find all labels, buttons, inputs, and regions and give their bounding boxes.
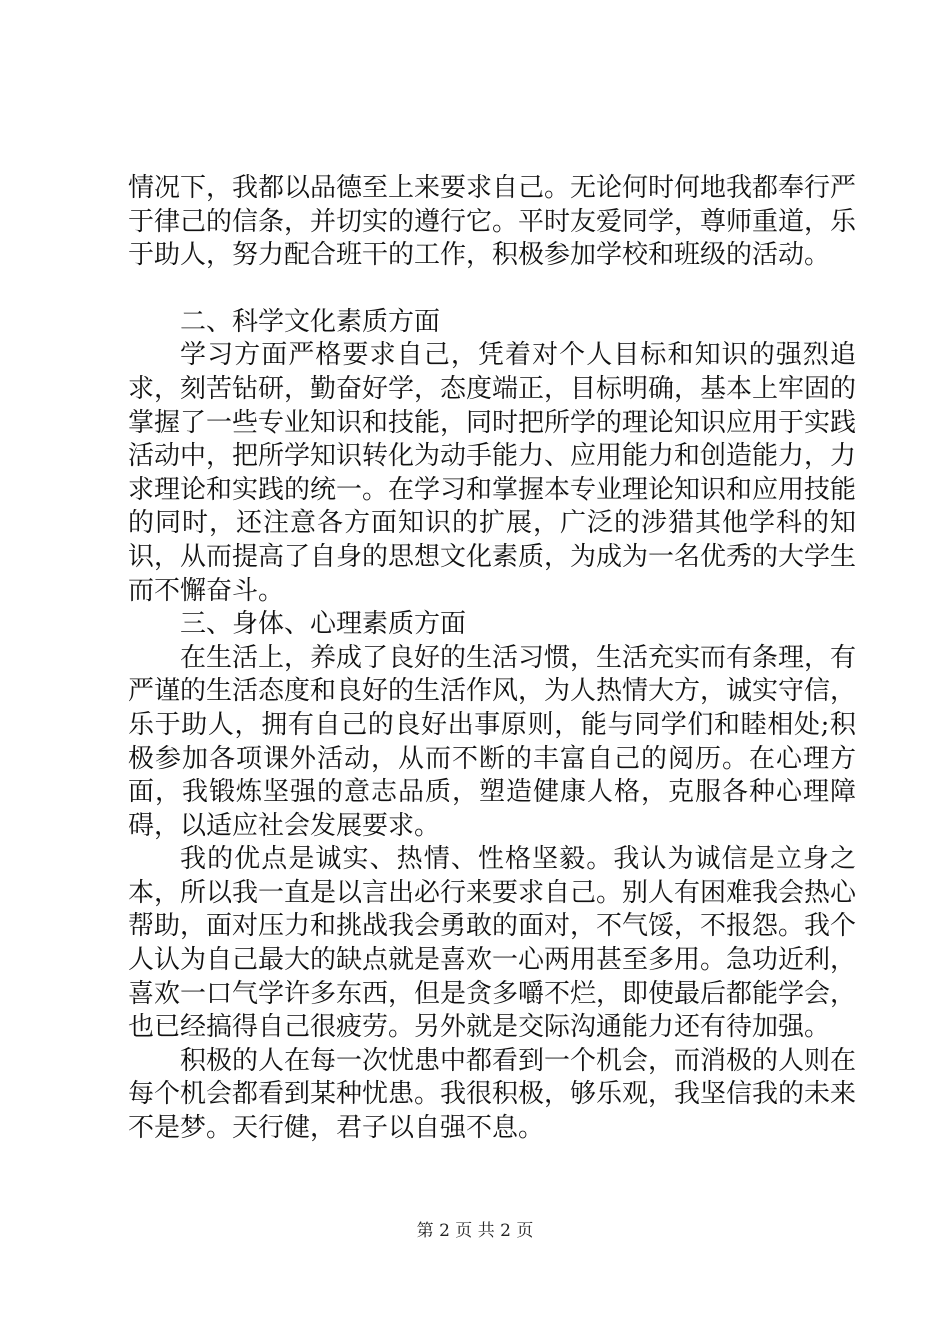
section-heading-science-culture: 二、科学文化素质方面 [180, 306, 441, 337]
document-body [128, 172, 856, 1146]
paragraph-continuation: 情况下，我都以品德至上来要求自己。无论何时何地我都奉行严于律己的信条，并切实的遵行它。平时友爱同学，尊师重道，乐于助人，努力配合班干的工作，积极参加学校和班级的活动。 [128, 173, 857, 271]
paragraph-conclusion: 积极的人在每一次忧患中都看到一个机会，而消极的人则在每个机会都看到某种忧患。我很积极，够乐观，我坚信我的未来不是梦。天行健，君子以自强不息。 [128, 1045, 857, 1144]
paragraph-strengths-weaknesses: 我的优点是诚实、热情、性格坚毅。我认为诚信是立身之本，所以我一直是以言出必行来要求自己。别人有困难我会热心帮助，面对压力和挑战我会勇敢的面对，不气馁，不报怨。我个人认为自己最大的缺点就是喜欢一心两用甚至多用。急功近利，喜欢一口气学许多东西，但是贪多嚼不烂，即使最后都能学会，也已经搞得自己很疲劳。另外就是交际沟通能力还有待加强。 [128, 844, 857, 1043]
page-number-footer: 第 2 页 共 2 页 [416, 1221, 534, 1241]
section-heading-body-mind: 三、身体、心理素质方面 [180, 609, 467, 640]
paragraph-life: 在生活上，养成了良好的生活习惯，生活充实而有条理，有严谨的生活态度和良好的生活作风，为人热情大方，诚实守信，乐于助人，拥有自己的良好出事原则，能与同学们和睦相处;积极参加各项课外活动，从而不断的丰富自己的阅历。在心理方面，我锻炼坚强的意志品质，塑造健康人格，克服各种心理障碍，以适应社会发展要求。 [128, 642, 857, 841]
paragraph-study: 学习方面严格要求自己，凭着对个人目标和知识的强烈追求，刻苦钻研，勤奋好学，态度端正，目标明确，基本上牢固的掌握了一些专业知识和技能，同时把所学的理论知识应用于实践活动中，把所学知识转化为动手能力、应用能力和创造能力，力求理论和实践的统一。在学习和掌握本专业理论知识和应用技能的同时，还注意各方面知识的扩展，广泛的涉猎其他学科的知识，从而提高了自身的思想文化素质，为成为一名优秀的大学生而不懈奋斗。 [128, 340, 857, 606]
